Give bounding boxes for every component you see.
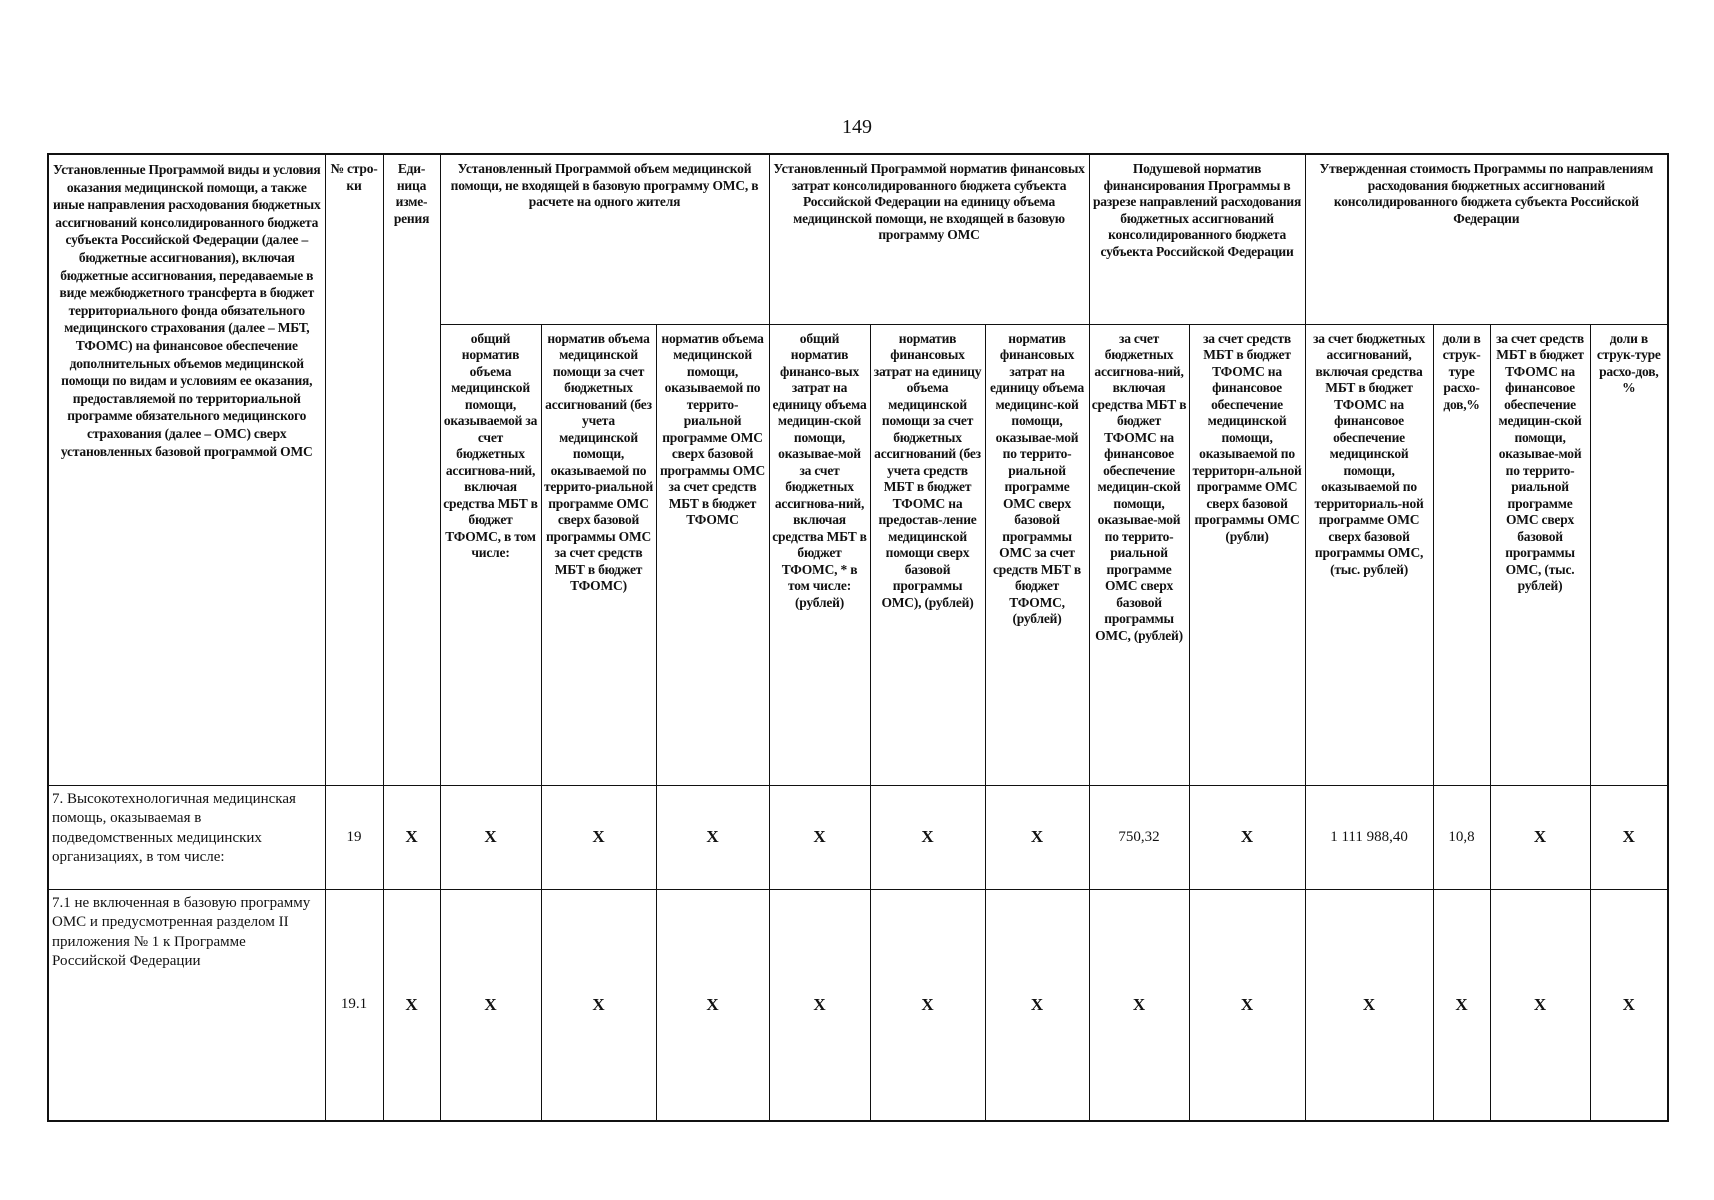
table-cell: Х (656, 785, 769, 889)
table-cell: Х (769, 785, 870, 889)
table-cell: Х (1089, 889, 1189, 1121)
table-cell: Х (1490, 785, 1590, 889)
table-row (48, 785, 1668, 889)
table-cell: Х (870, 785, 985, 889)
header-sub-col: норматив объема медицинской помощи за счет бюджетных ассигнований (без учета медицинской помощи, оказываемой по террито-риальной программе ОМС сверх базовой программы ОМС за счет средств МБТ в бюджет ТФОМС) (541, 324, 656, 785)
row-service-name: 7.1 не включенная в базовую программу ОМС и предусмотренная разделом II приложения № 1 к Программе Российской Федерации (48, 889, 325, 1121)
header-sub-col: норматив финансовых затрат на единицу объема медицинс-кой помощи, оказывае-мой по террито-риальной программе ОМС сверх базовой программы ОМС за счет средств МБТ в бюджет ТФОМС, (рублей) (985, 324, 1089, 785)
table-cell: Х (1189, 785, 1305, 889)
header-sub-col: доли в струк-туре расхо-дов,% (1433, 324, 1490, 785)
table-cell: Х (1305, 889, 1433, 1121)
table-cell: Х (541, 785, 656, 889)
table-row (48, 889, 1668, 1121)
header-sub-col: за счет бюджетных ассигнований, включая средства МБТ в бюджет ТФОМС на финансовое обеспечение медицинской помощи, оказываемой по территориаль-ной программе ОМС сверх базовой программы ОМС, (тыс. рублей) (1305, 324, 1433, 785)
row-unit-cell: Х (383, 889, 440, 1121)
row-number-cell: 19.1 (325, 889, 383, 1121)
table-cell: Х (1433, 889, 1490, 1121)
header-sub-col: норматив объема медицинской помощи, оказываемой по террито-риальной программе ОМС сверх базовой программы ОМС за счет средств МБТ в бюджет ТФОМС (656, 324, 769, 785)
header-group-cost-norm: Установленный Программой норматив финансовых затрат консолидированного бюджета субъекта Российской Федерации на единицу объема медицинской помощи, не входящей в базовую программу ОМС (769, 154, 1089, 324)
header-sub-col: за счет средств МБТ в бюджет ТФОМС на финансовое обеспечение медицинской помощи, оказываемой по территорн-альной программе ОМС сверх базовой программы ОМС (рубли) (1189, 324, 1305, 785)
table-cell: Х (1590, 889, 1668, 1121)
header-sub-col: за счет бюджетных ассигнова-ний, включая средства МБТ в бюджет ТФОМС на финансовое обеспечение медицин-ской помощи, оказывае-мой по террито-риальной программе ОМС сверх базовой программы ОМС, (рублей) (1089, 324, 1189, 785)
table-cell: Х (985, 889, 1089, 1121)
table-cell: Х (440, 889, 541, 1121)
row-unit-cell: Х (383, 785, 440, 889)
table-cell: Х (870, 889, 985, 1121)
header-group-program-cost: Утвержденная стоимость Программы по направлениям расходования бюджетных ассигнований консолидированного бюджета субъекта Российской Федерации (1305, 154, 1668, 324)
table-cell: Х (1189, 889, 1305, 1121)
table-cell: 1 111 988,40 (1305, 785, 1433, 889)
header-group-volume: Установленный Программой объем медицинской помощи, не входящей в базовую программу ОМС, в расчете на одного жителя (440, 154, 769, 324)
header-service-type: Установленные Программой виды и условия оказания медицинской помощи, а также иные направления расходования бюджетных ассигнований консолидированного бюджета субъекта Российской Федерации (далее – бюджетные ассигнования), включая бюджетные ассигнования, передаваемые в виде межбюджетного трансферта в бюджет территориального фонда обязательного медицинского страхования (далее – МБТ, ТФОМС) на финансовое обеспечение дополнительных объемов медицинской помощи по видам и условиям ее оказания, предоставляемой по территориальной программе обязательного медицинского страхования (далее – ОМС) сверх установленных базовой программой ОМС (48, 154, 325, 785)
table-cell: 750,32 (1089, 785, 1189, 889)
table-cell: Х (769, 889, 870, 1121)
row-number-cell: 19 (325, 785, 383, 889)
table-cell: Х (656, 889, 769, 1121)
header-sub-col: доли в струк-туре расхо-дов, % (1590, 324, 1668, 785)
table-cell: Х (541, 889, 656, 1121)
header-sub-col: общий норматив финансо-вых затрат на единицу объема медицин-ской помощи, оказывае-мой за счет бюджетных ассигнова-ний, включая средства МБТ в бюджет ТФОМС, * в том числе: (рублей) (769, 324, 870, 785)
header-unit: Еди-ница изме-рения (383, 154, 440, 785)
table-cell: Х (1490, 889, 1590, 1121)
table-cell: Х (1590, 785, 1668, 889)
page-number: 149 (842, 116, 872, 138)
header-row-groups (48, 154, 1668, 324)
header-row-number: № стро-ки (325, 154, 383, 785)
table-cell: 10,8 (1433, 785, 1490, 889)
header-sub-col: общий норматив объема медицинской помощи, оказываемой за счет бюджетных ассигнова-ний, включая средства МБТ в бюджет ТФОМС, в том числе: (440, 324, 541, 785)
header-sub-col: за счет средств МБТ в бюджет ТФОМС на финансовое обеспечение медицин-ской помощи, оказывае-мой по террито-риальной программе ОМС сверх базовой программы ОМС, (тыс. рублей) (1490, 324, 1590, 785)
table-cell: Х (985, 785, 1089, 889)
row-service-name: 7. Высокотехнологичная медицинская помощь, оказываемая в подведомственных медицинских организациях, в том числе: (48, 785, 325, 889)
table-cell: Х (440, 785, 541, 889)
header-sub-col: норматив финансовых затрат на единицу объема медицинской помощи за счет бюджетных ассигнований (без учета средств МБТ в бюджет ТФОМС на предостав-ление медицинской помощи сверх базовой программы ОМС), (рублей) (870, 324, 985, 785)
program-cost-table (47, 153, 1669, 1122)
header-group-per-capita: Подушевой норматив финансирования Программы в разрезе направлений расходования бюджетных ассигнований консолидированного бюджета субъекта Российской Федерации (1089, 154, 1305, 324)
